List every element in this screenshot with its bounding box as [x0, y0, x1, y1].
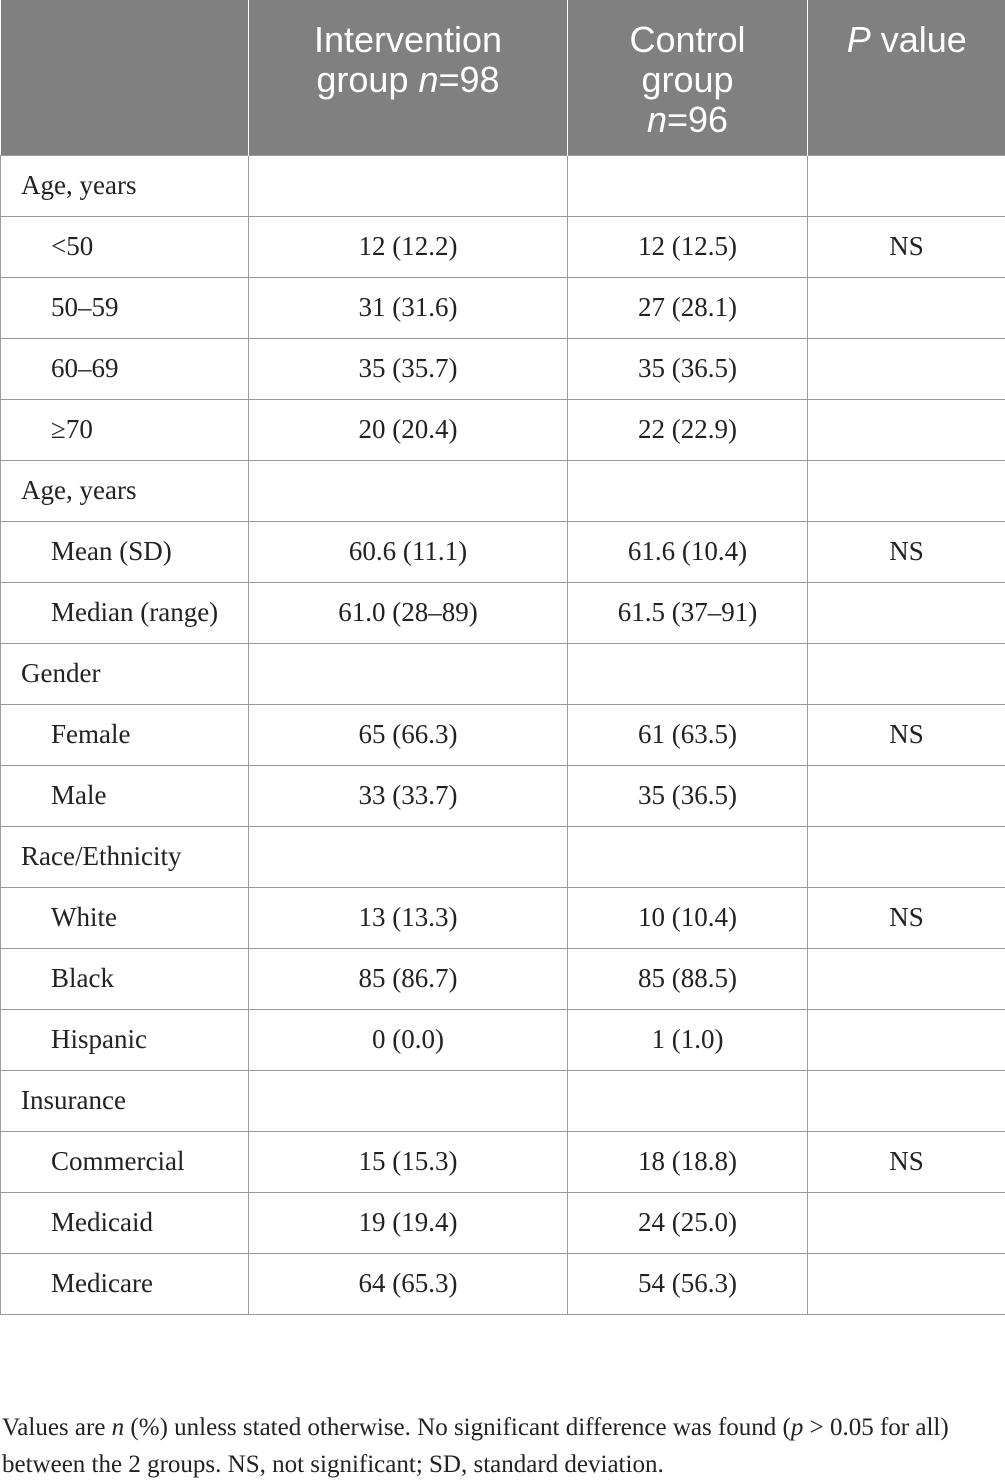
cell-control: 61.6 (10.4) — [568, 521, 808, 582]
table-row — [1, 765, 1005, 826]
row-label: ≥70 — [1, 399, 249, 460]
cell-p-value — [808, 765, 1005, 826]
cell-p-value — [808, 643, 1005, 704]
row-label: Medicare — [1, 1253, 249, 1314]
cell-intervention: 12 (12.2) — [249, 216, 568, 277]
row-label: Race/Ethnicity — [1, 826, 249, 887]
header-row — [1, 0, 1005, 155]
table-row — [1, 704, 1005, 765]
table-row — [1, 582, 1005, 643]
cell-intervention: 64 (65.3) — [249, 1253, 568, 1314]
cell-p-value — [808, 399, 1005, 460]
cell-control: 24 (25.0) — [568, 1192, 808, 1253]
cell-p-value — [808, 338, 1005, 399]
table-row-category — [1, 826, 1005, 887]
cell-p-value: NS — [808, 887, 1005, 948]
row-label: Male — [1, 765, 249, 826]
table-row — [1, 948, 1005, 1009]
row-label: White — [1, 887, 249, 948]
table-row-category — [1, 460, 1005, 521]
table-row — [1, 1009, 1005, 1070]
header-label-column — [1, 0, 249, 155]
cell-p-value — [808, 1253, 1005, 1314]
row-label: Female — [1, 704, 249, 765]
cell-control: 61 (63.5) — [568, 704, 808, 765]
row-label: Age, years — [1, 155, 249, 216]
cell-intervention: 13 (13.3) — [249, 887, 568, 948]
table-row-category — [1, 643, 1005, 704]
cell-control: 85 (88.5) — [568, 948, 808, 1009]
header-intervention-group: Intervention group n=98 — [249, 0, 568, 155]
cell-p-value: NS — [808, 1131, 1005, 1192]
cell-intervention: 35 (35.7) — [249, 338, 568, 399]
cell-p-value — [808, 826, 1005, 887]
header-p-value: P value — [808, 0, 1005, 155]
cell-p-value: NS — [808, 704, 1005, 765]
cell-intervention: 19 (19.4) — [249, 1192, 568, 1253]
table-row-category — [1, 155, 1005, 216]
cell-control — [568, 1070, 808, 1131]
table-row — [1, 521, 1005, 582]
cell-intervention: 20 (20.4) — [249, 399, 568, 460]
cell-p-value: NS — [808, 216, 1005, 277]
cell-p-value — [808, 1192, 1005, 1253]
table-row-category — [1, 1070, 1005, 1131]
cell-p-value — [808, 948, 1005, 1009]
cell-intervention: 0 (0.0) — [249, 1009, 568, 1070]
cell-intervention — [249, 826, 568, 887]
cell-intervention — [249, 643, 568, 704]
row-label: Hispanic — [1, 1009, 249, 1070]
table-row — [1, 277, 1005, 338]
cell-control: 10 (10.4) — [568, 887, 808, 948]
table-footnote: Values are n (%) unless stated otherwise. No significant difference was found (p > 0.05 for all) between the 2 groups. NS, not significant; SD, standard deviation. — [2, 1409, 1002, 1483]
row-label: Insurance — [1, 1070, 249, 1131]
table-row — [1, 887, 1005, 948]
row-label: Medicaid — [1, 1192, 249, 1253]
cell-p-value — [808, 1070, 1005, 1131]
cell-intervention: 31 (31.6) — [249, 277, 568, 338]
cell-control: 54 (56.3) — [568, 1253, 808, 1314]
cell-control — [568, 460, 808, 521]
row-label: Age, years — [1, 460, 249, 521]
table-row — [1, 216, 1005, 277]
table-row — [1, 1192, 1005, 1253]
row-label: Mean (SD) — [1, 521, 249, 582]
table-row — [1, 338, 1005, 399]
row-label: 60–69 — [1, 338, 249, 399]
row-label: Commercial — [1, 1131, 249, 1192]
cell-control — [568, 155, 808, 216]
row-label: 50–59 — [1, 277, 249, 338]
cell-control: 1 (1.0) — [568, 1009, 808, 1070]
header-control-group: Control group n=96 — [568, 0, 808, 155]
cell-intervention: 15 (15.3) — [249, 1131, 568, 1192]
row-label: Median (range) — [1, 582, 249, 643]
cell-p-value — [808, 155, 1005, 216]
cell-intervention: 33 (33.7) — [249, 765, 568, 826]
table-row — [1, 1253, 1005, 1314]
cell-p-value — [808, 582, 1005, 643]
cell-intervention — [249, 1070, 568, 1131]
cell-control: 12 (12.5) — [568, 216, 808, 277]
cell-p-value — [808, 460, 1005, 521]
cell-p-value: NS — [808, 521, 1005, 582]
cell-intervention — [249, 155, 568, 216]
cell-control: 35 (36.5) — [568, 765, 808, 826]
cell-p-value — [808, 1009, 1005, 1070]
cell-control: 22 (22.9) — [568, 399, 808, 460]
cell-intervention: 61.0 (28–89) — [249, 582, 568, 643]
cell-intervention: 85 (86.7) — [249, 948, 568, 1009]
row-label: <50 — [1, 216, 249, 277]
cell-control: 35 (36.5) — [568, 338, 808, 399]
cell-intervention: 65 (66.3) — [249, 704, 568, 765]
row-label: Black — [1, 948, 249, 1009]
table-body — [1, 155, 1005, 1314]
cell-control: 18 (18.8) — [568, 1131, 808, 1192]
cell-p-value — [808, 277, 1005, 338]
table-row — [1, 399, 1005, 460]
cell-control — [568, 826, 808, 887]
table-row — [1, 1131, 1005, 1192]
cell-control: 27 (28.1) — [568, 277, 808, 338]
cell-control — [568, 643, 808, 704]
cell-intervention: 60.6 (11.1) — [249, 521, 568, 582]
cell-control: 61.5 (37–91) — [568, 582, 808, 643]
cell-intervention — [249, 460, 568, 521]
row-label: Gender — [1, 643, 249, 704]
